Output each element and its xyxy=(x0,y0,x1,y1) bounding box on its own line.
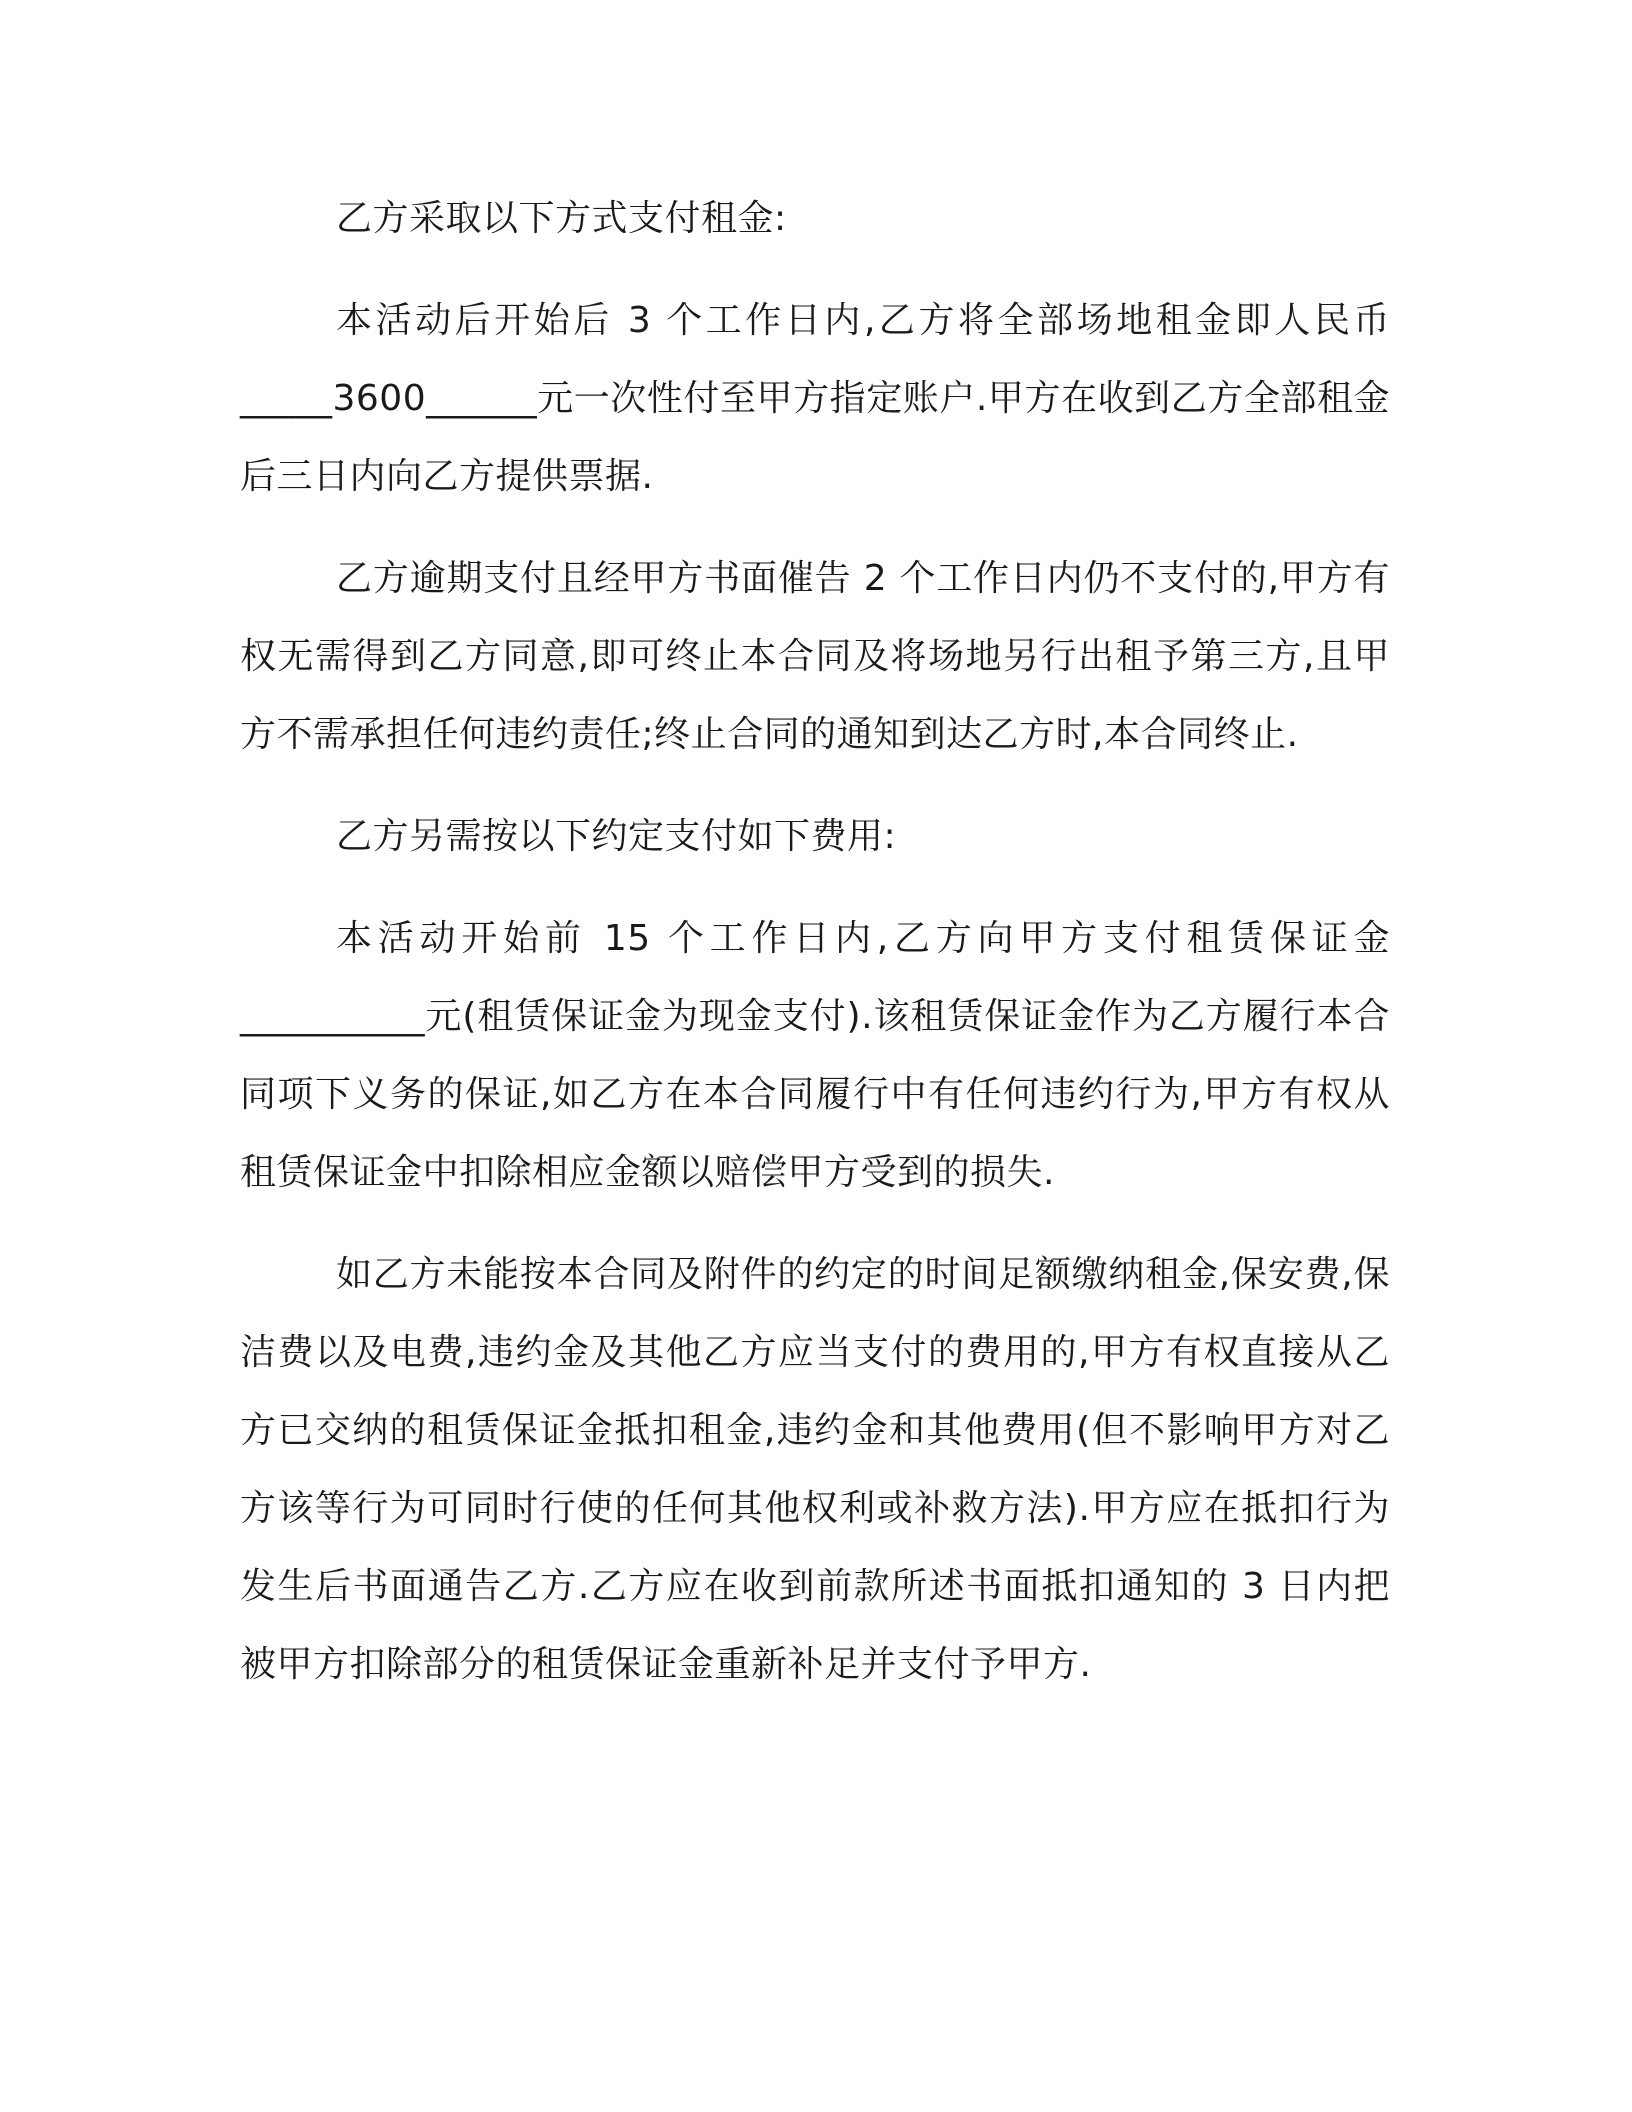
paragraph-payment-method: 乙方采取以下方式支付租金: xyxy=(336,198,787,239)
document-body xyxy=(240,180,1390,1728)
paragraph-deposit-deduction: 如乙方未能按本合同及附件的约定的时间足额缴纳租金,保安费,保洁费以及电费,违约金及其他乙方应当支付的费用的,甲方有权直接从乙方已交纳的租赁保证金抵扣租金,违约金和其他费用(但不影响甲方对乙方该等行为可同时行使的任何其他权利或补救方法).甲方应在抵扣行为发生后书面通告乙方.乙方应在收到前款所述书面抵扣通知的 3 日内把被甲方扣除部分的租赁保证金重新补足并支付予甲方. xyxy=(240,1254,1390,1685)
paragraph-late-payment: 乙方逾期支付且经甲方书面催告 2 个工作日内仍不支付的,甲方有权无需得到乙方同意,即可终止本合同及将场地另行出租予第三方,且甲方不需承担任何违约责任;终止合同的通知到达乙方时,本合同终止. xyxy=(240,558,1390,755)
paragraph-rent-payment: 本活动后开始后 3 个工作日内,乙方将全部场地租金即人民币_____3600______元一次性付至甲方指定账户.甲方在收到乙方全部租金后三日内向乙方提供票据. xyxy=(240,300,1390,497)
paragraph-additional-fees: 乙方另需按以下约定支付如下费用: xyxy=(336,816,897,857)
paragraph-security-deposit: 本活动开始前 15 个工作日内,乙方向甲方支付租赁保证金__________元(租赁保证金为现金支付).该租赁保证金作为乙方履行本合同项下义务的保证,如乙方在本合同履行中有任何违约行为,甲方有权从租赁保证金中扣除相应金额以赔偿甲方受到的损失. xyxy=(240,918,1390,1193)
